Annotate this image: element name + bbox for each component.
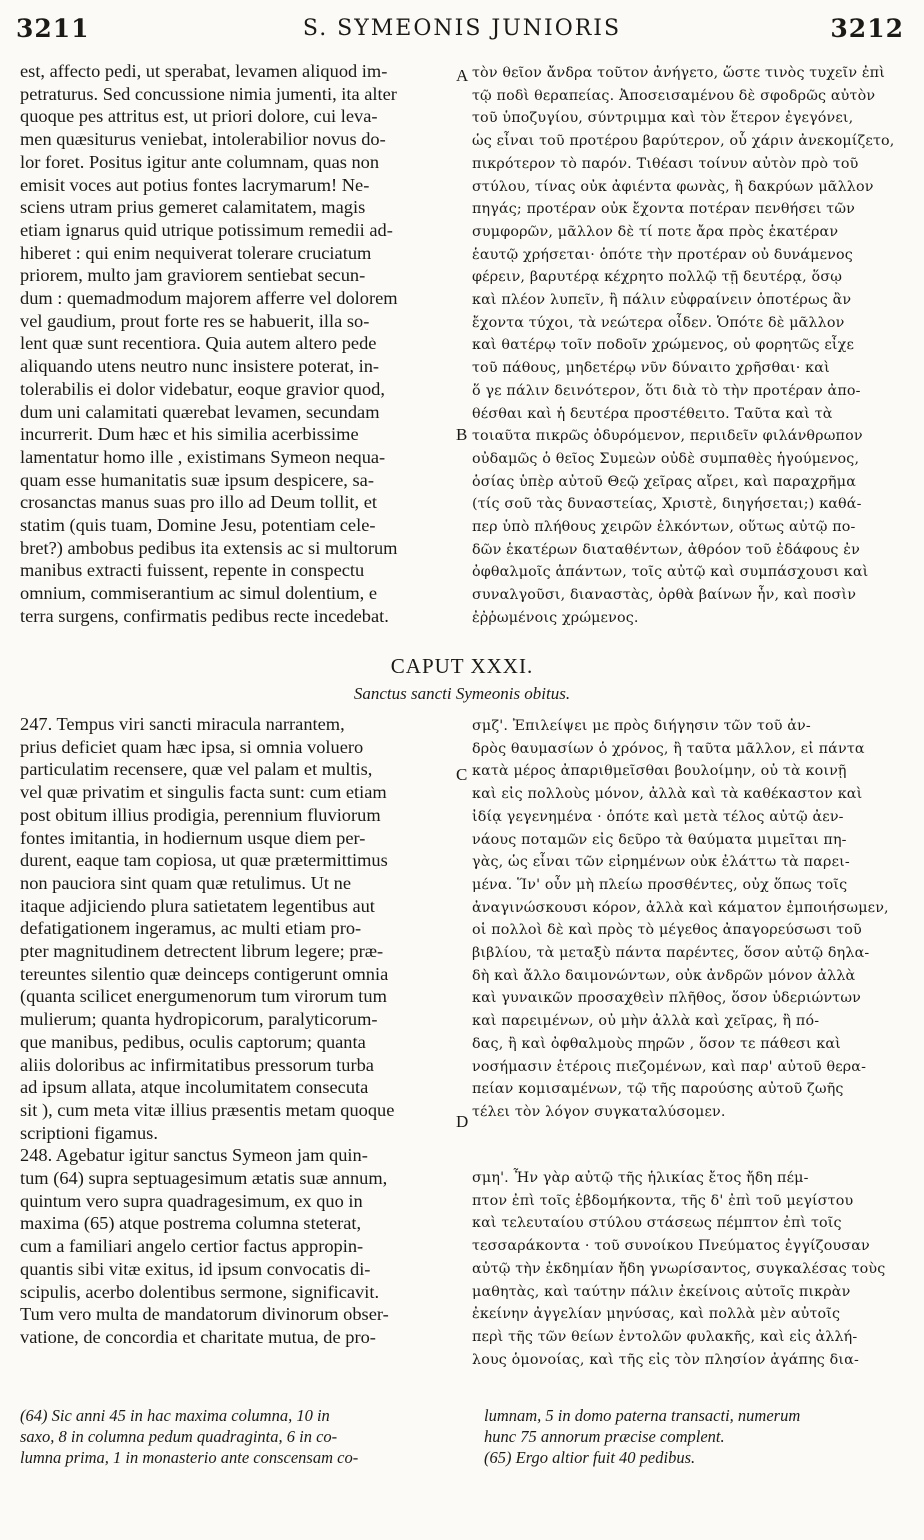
text-line: tolerabilis ei dolor videbatur, eoque gravior quod, [20, 378, 385, 399]
margin-letter-d: D [456, 1112, 469, 1131]
text-line: μένα. Ἵν' οὖν μὴ πλείω προσθέντες, οὐχ ὅπως τοῖς [472, 876, 848, 893]
text-line: lumna prima, 1 in monasterio ante conscensam co- [20, 1448, 359, 1467]
text-line: σμη'. Ἦν γὰρ αὐτῷ τῆς ἡλικίας ἔτος ἤδη πέμ- [472, 1170, 809, 1186]
text-line: 248. Agebatur igitur sanctus Symeon jam quin- [20, 1145, 368, 1166]
margin-letter-a: A [456, 66, 469, 85]
text-line: vatione, de concordia et charitate mutua, de pro- [20, 1326, 376, 1347]
text-line: omnium, commiserantium ac simul dolentium, e [20, 583, 378, 604]
text-line: aliis doloribus ac infirmitatibus pressorum turba [20, 1054, 374, 1075]
text-line: hiberet : qui enim nequiverat tolerare cruciatum [20, 242, 372, 263]
text-line: πτον ἐπὶ τοῖς ἑβδομήκοντα, τῆς δ' ἐπὶ τοῦ μεγίστου [472, 1192, 854, 1209]
text-line: θέσθαι καὶ ἡ δευτέρα προστέθειτο. Ταῦτα καὶ τὰ [472, 405, 833, 422]
text-line: vel gaudium, prout forte res se habuerit, illa so- [20, 310, 370, 331]
text-line: particulatim recensere, quæ vel palam et multis, [20, 759, 373, 780]
text-line: priorem, multo jam graviorem sentiebat secun- [20, 265, 366, 286]
text-line: est, affecto pedi, ut sperabat, levamen aliquod im- [20, 61, 388, 81]
text-line: συναλγοῦσι, διαναστὰς, ὀρθὰ βαίνων ἦν, καὶ ποσὶν [472, 587, 857, 604]
text-line: καὶ παρειμένων, οὐ μὴν ἀλλὰ καὶ χεῖρας, ἢ πό- [472, 1013, 820, 1030]
text-line: (64) Sic anni 45 in hac maxima columna, 10 in [20, 1406, 330, 1425]
text-line: quoque pes attritus est, ut priori dolore, cui leva- [20, 106, 378, 127]
text-line: τῷ ποδὶ θεραπείας. Ἀποσεισαμένου δὲ σφοδρῶς αὐτὸν [472, 87, 876, 104]
text-line: quam esse humanitatis suæ ipsum despicere, sa- [20, 469, 374, 490]
page-number-right: 3212 [830, 14, 904, 43]
text-line: τεσσαράκοντα · τοῦ συνοίκου Πνεύματος ἐγγίζουσαν [472, 1238, 870, 1255]
text-line: σμζ'. Ἐπιλείψει με πρὸς διήγησιν τῶν τοῦ ἀν- [472, 718, 811, 734]
text-line: περ ὑπὸ πλήθους χειρῶν ἑλκόντων, οὕτως αὐτῷ πο- [472, 519, 856, 536]
text-line: δας, ἢ καὶ ὀφθαλμοὺς πηρῶν , ὅσον τε πάθεσι καὶ [472, 1035, 841, 1052]
text-line: κατὰ μέρος ἀπαριθμεῖσθαι βουλοίμην, οὐ τὰ κοινῇ [472, 763, 847, 780]
latin-column-top [20, 60, 452, 628]
text-line: maxima (65) atque postrema columna steterat, [20, 1213, 362, 1234]
text-line: ὀφθαλμοῖς ἁπάντων, τοῖς αὐτῷ καὶ συμπάσχουσι καὶ [472, 564, 869, 581]
text-line: ἰδίᾳ γεγενημένα · ὁπότε καὶ μετὰ τέλος αὐτῷ ἀεν- [472, 808, 844, 825]
footnote-right [484, 1405, 904, 1468]
text-line: καὶ πλέον λυπεῖν, ἢ πάλιν εὐφραίνειν ὁποτέρως ἂν [472, 292, 852, 309]
running-title: S. SYMEONIS JUNIORIS [302, 16, 622, 41]
text-line: saxo, 8 in columna pedum quadraginta, 6 in co- [20, 1427, 338, 1446]
text-line: μαθητὰς, καὶ ταύτην πάλιν ἐκείνοις αὐτοῖς πικρὰν [472, 1283, 851, 1300]
text-line: 247. Tempus viri sancti miracula narrantem, [20, 714, 345, 734]
text-line: lamentatur homo ille , existimans Symeon nequa- [20, 446, 386, 467]
text-line: vel quæ privatim et singulis facta sunt: cum etiam [20, 782, 387, 803]
text-line: Tum vero multa de mandatorum divinorum obser- [20, 1304, 389, 1325]
text-line: emisit voces aut potius fontes lacrymarum! Ne- [20, 174, 370, 195]
text-line: manibus extracti fuissent, repente in conspectu [20, 560, 365, 581]
text-line: non pauciora sint quam quæ retulimus. Ut ne [20, 872, 351, 893]
text-line: itaque adjiciendo plura satietatem legentibus aut [20, 895, 375, 916]
page-header [0, 6, 924, 46]
text-line: δρὸς θαυμασίων ὁ χρόνος, ἢ ταῦτα μᾶλλον, εἰ πάντα [472, 740, 865, 757]
text-line: quintum vero supra quadragesimum, ex quo in [20, 1190, 363, 1211]
text-line: terra surgens, confirmatis pedibus recte incedebat. [20, 605, 389, 626]
text-line: dum : quemadmodum majorem afferre vel dolorem [20, 288, 398, 309]
text-line: φέρειν, βαρυτέρᾳ κέχρητο πολλῷ τῇ δευτέρᾳ, ὅσῳ [472, 269, 843, 286]
text-line: durent, eaque tam copiosa, ut quæ prætermittimus [20, 850, 388, 871]
text-line: περὶ τῆς τῶν θείων ἐντολῶν φυλακῆς, καὶ εἰς ἀλλή- [472, 1328, 858, 1345]
text-line: etiam ignarus quid utrique potissimum remedii ad- [20, 219, 393, 240]
text-line: ἔχοντα τύχοι, τὰ νεώτερα οἶδεν. Ὁπότε δὲ μᾶλλον [472, 314, 845, 331]
text-line: petraturus. Sed concussione nimia jumenti, ita alter [20, 83, 397, 104]
text-line: καὶ τελευταίου στύλου στάσεως πέμπτον ἐπὶ τοῖς [472, 1215, 842, 1232]
chapter-subtitle: Sanctus sancti Symeonis obitus. [353, 684, 571, 703]
text-line: pter magnitudinem detrectent librum legere; præ- [20, 941, 384, 962]
text-line: lumnam, 5 in domo paterna transacti, numerum [484, 1406, 801, 1425]
text-line: ὡς εἶναι τοῦ προτέρου βαρύτερον, οὗ χάριν ἀνεκομίζετο, [472, 133, 895, 150]
text-line: ἑαυτῷ χρήσεται· ὁπότε τὴν προτέραν οὐ δυνάμενος [472, 246, 853, 263]
text-line: ὅ γε πάλιν δεινότερον, ὅτι διὰ τὸ τὴν προτέραν ἀπο- [472, 382, 861, 399]
text-line: crosanctas manus suas pro illo ad Deum tollit, et [20, 492, 378, 513]
text-line: (τίς σοῦ τὰς δυναστείας, Χριστὲ, διηγήσεται;) καθά- [472, 496, 862, 513]
text-line: (65) Ergo altior fuit 40 pedibus. [484, 1448, 696, 1467]
text-line: τοῦ ὑποζυγίου, σύντριμμα καὶ τὸν ἕτερον ἐγεγόνει, [472, 110, 854, 127]
text-line: cum a familiari angelo certior factus appropin- [20, 1236, 364, 1257]
margin-letter-c: C [456, 765, 468, 784]
text-line: defatigationem ingeramus, ac multi etiam pro- [20, 918, 362, 939]
text-line: lor foret. Positus igitur ante columnam, quas non [20, 151, 380, 172]
text-line: αὐτῷ τὴν ἐκδημίαν ἤδη γνωρίσαντος, συγκαλέσας τοὺς [472, 1260, 886, 1277]
text-line: τὸν θεῖον ἄνδρα τοῦτον ἀνήγετο, ὥστε τινὸς τυχεῖν ἐπὶ [472, 65, 885, 81]
text-line: ἀναγινώσκουσι κόρον, ἀλλὰ καὶ κάματον ἐμποιήσωμεν, [472, 899, 889, 916]
text-line: bret?) ambobus pedibus ita extensis ac si multorum [20, 537, 398, 558]
text-line: ad ipsum allata, atque incolumitatem consecuta [20, 1077, 369, 1098]
text-line: statim (quis tuam, Domine Jesu, potentiam cele- [20, 515, 376, 536]
text-line: νοσήμασιν ἑτέροις πιεζομένων, καὶ παρ' αὐτοῦ θερα- [472, 1058, 867, 1075]
chapter-title: CAPUT XXXI. [390, 654, 534, 678]
text-line: συμφορῶν, μᾶλλον δὲ τί ποτε ἄρα πρὸς ἑκατέραν [472, 223, 839, 240]
text-line: ὁσίας ὑπὲρ αὐτοῦ Θεῷ χεῖρας αἴρει, καὶ παραχρῆμα [472, 473, 857, 490]
greek-section-248 [472, 1167, 904, 1371]
text-line: dum uni calamitati quærebat levamen, secundam [20, 401, 380, 422]
text-line: τοιαῦτα πικρῶς ὀδυρόμενον, περιιδεῖν φιλάνθρωπον [472, 428, 863, 445]
text-line: τοῦ πάθους, μηδετέρῳ νῦν δύναιτο χρῆσθαι· καὶ [472, 360, 830, 377]
text-line: καὶ θατέρῳ τοῖν ποδοῖν χρώμενος, οὐ φορητῶς εἶχε [472, 337, 854, 354]
text-line: tereuntes silentio quæ deinceps contigerunt omnia [20, 963, 389, 984]
text-line: aliquando utens neutro nunc insistere poterat, in- [20, 356, 380, 377]
greek-section-247 [472, 715, 904, 1124]
text-line: καὶ εἰς πολλοὺς μόνον, ἀλλὰ καὶ τὰ καθέκαστον καὶ [472, 786, 863, 803]
text-line: πηγάς; προτέραν οὐκ ἔχοντα ποτέραν πενθήσει τῶν [472, 201, 855, 218]
text-line: hunc 75 annorum præcise complent. [484, 1427, 725, 1446]
text-line: tum (64) supra septuagesimum ætatis suæ annum, [20, 1168, 388, 1189]
text-line: στύλου, τίνας οὐκ ἀφιέντα φωνὰς, ἢ δακρύων μᾶλλον [472, 178, 874, 195]
text-line: lent quæ sunt recentiora. Quia autem altero pede [20, 333, 377, 354]
text-line: πικρότερον τὸ παρόν. Τιθέασι τοίνυν αὐτὸν πρὸ τοῦ [472, 155, 859, 172]
text-line: quantis sibi vitæ exitus, id ipsum convocatis di- [20, 1258, 371, 1279]
text-line: οἱ πολλοὶ δὲ καὶ πρὸς τὸ μέγεθος ἀπαγορεύσωσι τοῦ [472, 922, 862, 939]
text-line: νάους ποταμῶν εἰς δεῦρο τὰ θαύματα μιμεῖται πη- [472, 831, 847, 848]
footnote-left [20, 1405, 452, 1468]
text-line: scipulis, acerbo dolentibus sermone, significavit. [20, 1281, 380, 1302]
text-line: sciens utram prius gemeret calamitatem, magis [20, 197, 366, 218]
text-line: que manibus, pedibus, oculis captorum; quanta [20, 1031, 366, 1052]
greek-column-top [472, 62, 904, 630]
text-line: ἐκείνην ἀγγελίαν μηνύσας, καὶ πολλὰ μὲν αὐτοῖς [472, 1306, 841, 1323]
text-line: ἐῤῥωμένοις χρώμενος. [472, 609, 639, 626]
text-line: λους ὁμονοίας, καὶ τῆς εἰς τὸν πλησίον ἀγάπης δια- [472, 1351, 859, 1368]
text-line: πείαν κομισαμένων, τῷ τῆς παρούσης αὐτοῦ ζωῆς [472, 1081, 844, 1098]
text-line: incurrerit. Dum hæc et his similia acerbissime [20, 424, 359, 445]
text-line: fontes imitantia, in hodiernum usque diem per- [20, 827, 366, 848]
text-line: γὰς, ὡς εἶναι τῶν εἰρημένων οὐκ ἐλάττω τὰ παρει- [472, 854, 850, 871]
page-number-left: 3211 [16, 14, 90, 43]
text-line: τέλει τὸν λόγον συγκαταλύσομεν. [472, 1103, 726, 1120]
margin-letter-b: B [456, 425, 468, 444]
latin-column-bottom [20, 713, 452, 1349]
text-line: post obitum illius prodigia, perennium fluviorum [20, 804, 381, 825]
text-line: καὶ γυναικῶν προσαχθεὶν πλῆθος, ὅσον ὑδεριώντων [472, 990, 862, 1007]
text-line: (quanta scilicet energumenorum tum virorum tum [20, 986, 387, 1007]
text-line: scriptioni figamus. [20, 1122, 158, 1143]
text-line: δῶν ἑκατέρων διαταθέντων, ἀθρόον τοῦ ἐδάφους ἐν [472, 541, 860, 558]
text-line: men quæsiturus veniebat, intolerabilior novus do- [20, 129, 386, 150]
text-line: sit ), cum meta vitæ illius præsentis metam quoque [20, 1099, 395, 1120]
text-line: βιβλίου, τὰ μεταξὺ πάντα παρέντες, ὅσον αὐτῷ δηλα- [472, 945, 870, 962]
text-line: mulierum; quanta hydropicorum, paralyticorum- [20, 1009, 378, 1030]
text-line: οὐδαμῶς ὁ θεῖος Συμεὼν οὐδὲ συμπαθὲς ἡγούμενος, [472, 450, 860, 467]
text-line: prius deficiet quam hæc ipsa, si omnia voluero [20, 736, 364, 757]
text-line: δὴ καὶ ἄλλο δαιμονώντων, οὐκ ἀνδρῶν μόνον ἀλλὰ [472, 967, 856, 984]
